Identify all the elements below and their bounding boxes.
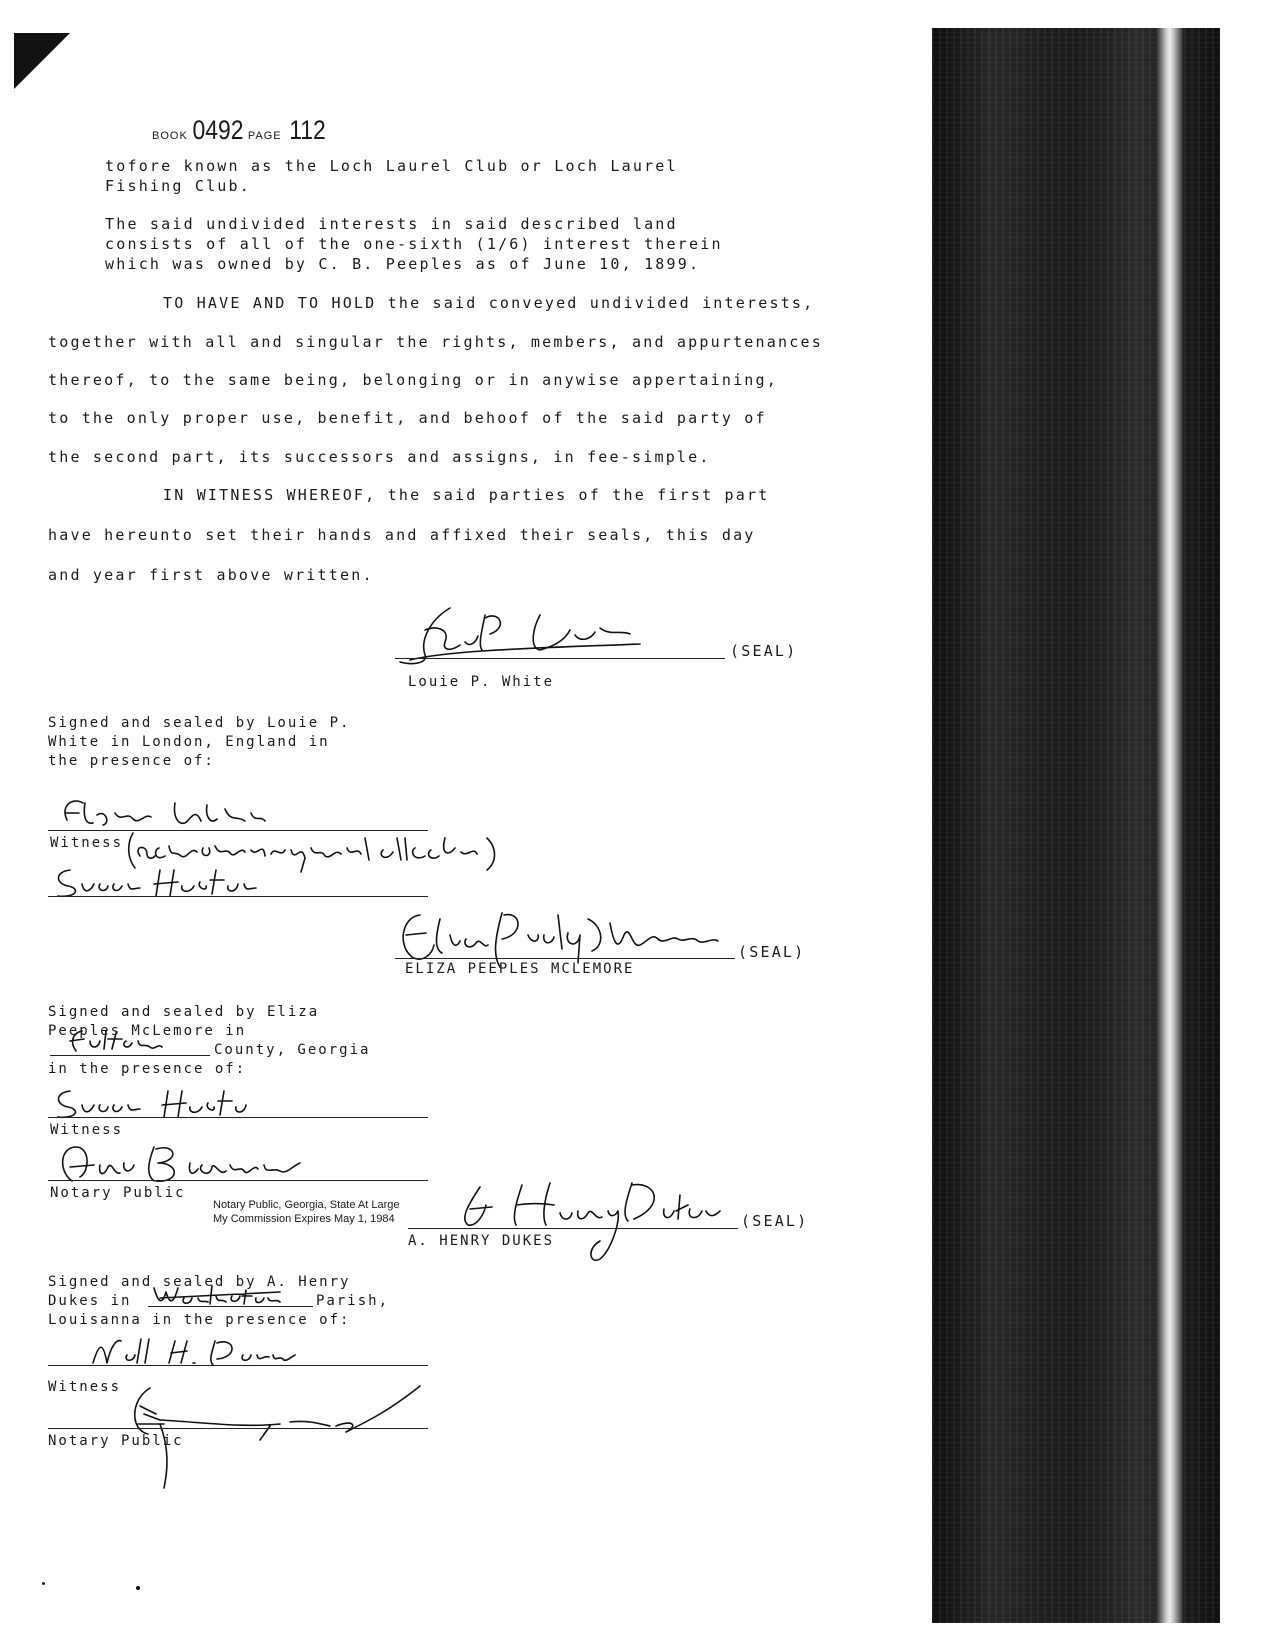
attestation-line: White in London, England in bbox=[48, 734, 330, 750]
notary-stamp-line: My Commission Expires May 1, 1984 bbox=[213, 1213, 395, 1225]
book-label: BOOK bbox=[152, 130, 188, 142]
attestation-line: Parish, bbox=[316, 1293, 390, 1309]
signatory-name: ELIZA PEEPLES MCLEMORE bbox=[405, 961, 635, 977]
scanned-binding-strip bbox=[932, 28, 1220, 1623]
body-line: have hereunto set their hands and affixed their seals, this day bbox=[48, 526, 756, 544]
attestation-line: Dukes in bbox=[48, 1293, 132, 1309]
signature-line bbox=[48, 1365, 428, 1366]
scan-speck bbox=[136, 1586, 140, 1590]
signature-line bbox=[48, 896, 428, 897]
witness-label: Witness bbox=[50, 835, 124, 851]
attestation-line: in the presence of: bbox=[48, 1061, 247, 1077]
seal-label: (SEAL) bbox=[738, 943, 806, 961]
attestation-line: Peeples McLemore in bbox=[48, 1023, 247, 1039]
body-line: The said undivided interests in said described land bbox=[105, 215, 678, 233]
signature-line bbox=[408, 1228, 738, 1229]
attestation-line: Louisanna in the presence of: bbox=[48, 1312, 351, 1328]
body-line: Fishing Club. bbox=[105, 177, 251, 195]
body-line: TO HAVE AND TO HOLD the said conveyed undivided interests, bbox=[163, 294, 815, 312]
signature-line bbox=[395, 658, 725, 659]
corner-mark bbox=[14, 33, 70, 89]
notary-stamp-line: Notary Public, Georgia, State At Large bbox=[213, 1199, 400, 1211]
attestation-line: Signed and sealed by Louie P. bbox=[48, 715, 351, 731]
book-page-number bbox=[152, 115, 329, 146]
seal-label: (SEAL) bbox=[741, 1212, 809, 1230]
signature-line bbox=[48, 1428, 428, 1429]
signatory-name: Louie P. White bbox=[408, 674, 555, 690]
parish-line bbox=[148, 1306, 313, 1307]
body-line: and year first above written. bbox=[48, 566, 374, 584]
attestation-line: Signed and sealed by Eliza bbox=[48, 1004, 320, 1020]
parish-handwriting-washington bbox=[150, 1282, 320, 1312]
body-line: IN WITNESS WHEREOF, the said parties of the first part bbox=[163, 486, 770, 504]
seal-label: (SEAL) bbox=[730, 642, 798, 660]
attestation-line: the presence of: bbox=[48, 753, 215, 769]
body-line: consists of all of the one-sixth (1/6) interest therein bbox=[105, 235, 723, 253]
county-handwriting-fulton bbox=[62, 1027, 212, 1057]
body-line: thereof, to the same being, belonging or in anywise appertaining, bbox=[48, 371, 778, 389]
body-line: which was owned by C. B. Peeples as of June 10, 1899. bbox=[105, 255, 701, 273]
notary-label: Notary Public bbox=[50, 1185, 186, 1201]
witness-label: Witness bbox=[50, 1122, 124, 1138]
page-label: PAGE bbox=[247, 130, 282, 142]
body-line: the second part, its successors and assigns, in fee-simple. bbox=[48, 448, 711, 466]
signatory-name: A. HENRY DUKES bbox=[408, 1233, 555, 1249]
witness-label: Witness bbox=[48, 1379, 122, 1395]
scan-speck bbox=[42, 1582, 45, 1585]
signature-line bbox=[48, 1180, 428, 1181]
notary-label: Notary Public bbox=[48, 1433, 184, 1449]
signature-line bbox=[395, 958, 735, 959]
county-line bbox=[50, 1055, 210, 1056]
notary-stamp bbox=[213, 1198, 400, 1226]
book-number: 0492 bbox=[192, 115, 244, 145]
body-line: to the only proper use, benefit, and behoof of the said party of bbox=[48, 409, 767, 427]
attestation-line: County, Georgia bbox=[214, 1042, 371, 1058]
signature-witness-perry bbox=[85, 1333, 335, 1373]
page-number: 112 bbox=[289, 115, 326, 145]
body-line: together with all and singular the rights, members, and appurtenances bbox=[48, 333, 823, 351]
signature-line bbox=[48, 1117, 428, 1118]
signature-louie-white bbox=[390, 600, 700, 680]
signature-henry-dukes bbox=[450, 1175, 770, 1285]
body-line: tofore known as the Loch Laurel Club or Loch Laurel bbox=[105, 157, 678, 175]
attestation-line: Signed and sealed by A. Henry bbox=[48, 1274, 351, 1290]
